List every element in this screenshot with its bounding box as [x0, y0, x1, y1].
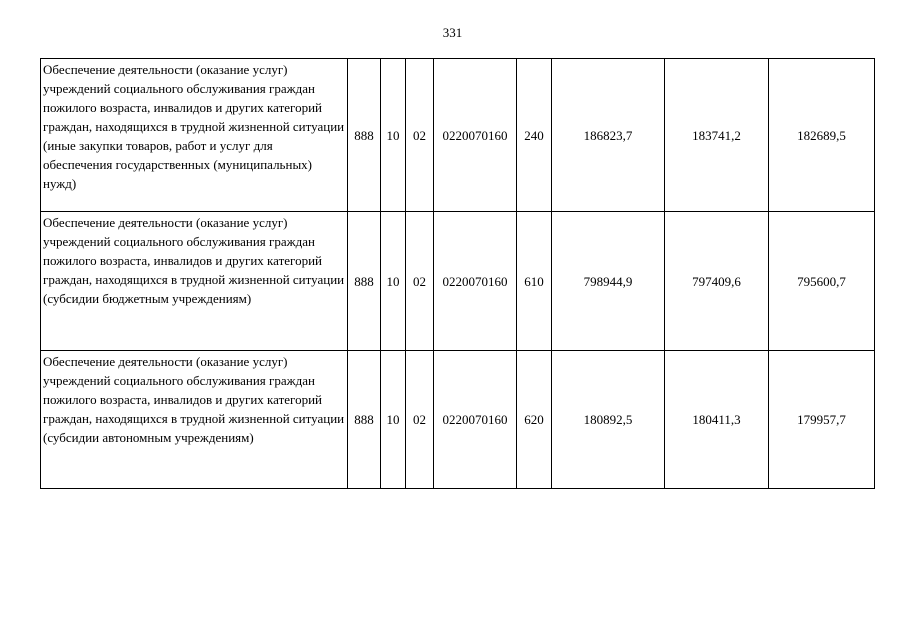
section-cell: 10 — [381, 59, 406, 212]
amount-2-cell: 180411,3 — [665, 351, 769, 489]
subsection-cell: 02 — [406, 59, 434, 212]
amount-3-cell: 795600,7 — [769, 212, 875, 351]
section-cell: 10 — [381, 351, 406, 489]
target-article-cell: 0220070160 — [434, 351, 517, 489]
target-article-cell: 0220070160 — [434, 212, 517, 351]
table-row — [41, 351, 875, 489]
description-cell: Обеспечение деятельности (оказание услуг) учреждений социального обслуживания граждан пожилого возраста, инвалидов и других категорий граждан, находящихся в трудной жизненной ситуации (субсидии бюджетным учреждениям) — [41, 212, 348, 351]
amount-1-cell: 186823,7 — [552, 59, 665, 212]
expense-type-cell: 610 — [517, 212, 552, 351]
section-cell: 10 — [381, 212, 406, 351]
target-article-cell: 0220070160 — [434, 59, 517, 212]
amount-1-cell: 798944,9 — [552, 212, 665, 351]
amount-3-cell: 179957,7 — [769, 351, 875, 489]
code-cell: 888 — [348, 212, 381, 351]
subsection-cell: 02 — [406, 212, 434, 351]
amount-3-cell: 182689,5 — [769, 59, 875, 212]
amount-1-cell: 180892,5 — [552, 351, 665, 489]
description-cell: Обеспечение деятельности (оказание услуг) учреждений социального обслуживания граждан пожилого возраста, инвалидов и других категорий граждан, находящихся в трудной жизненной ситуации (иные закупки товаров, работ и услуг для обеспечения государственных (муниципальных) нужд) — [41, 59, 348, 212]
description-cell: Обеспечение деятельности (оказание услуг) учреждений социального обслуживания граждан пожилого возраста, инвалидов и других категорий граждан, находящихся в трудной жизненной ситуации (субсидии автономным учреждениям) — [41, 351, 348, 489]
budget-table — [40, 58, 875, 489]
code-cell: 888 — [348, 59, 381, 212]
expense-type-cell: 620 — [517, 351, 552, 489]
page-number: 331 — [442, 25, 463, 40]
amount-2-cell: 183741,2 — [665, 59, 769, 212]
amount-2-cell: 797409,6 — [665, 212, 769, 351]
subsection-cell: 02 — [406, 351, 434, 489]
table-row — [41, 212, 875, 351]
table-row — [41, 59, 875, 212]
expense-type-cell: 240 — [517, 59, 552, 212]
code-cell: 888 — [348, 351, 381, 489]
